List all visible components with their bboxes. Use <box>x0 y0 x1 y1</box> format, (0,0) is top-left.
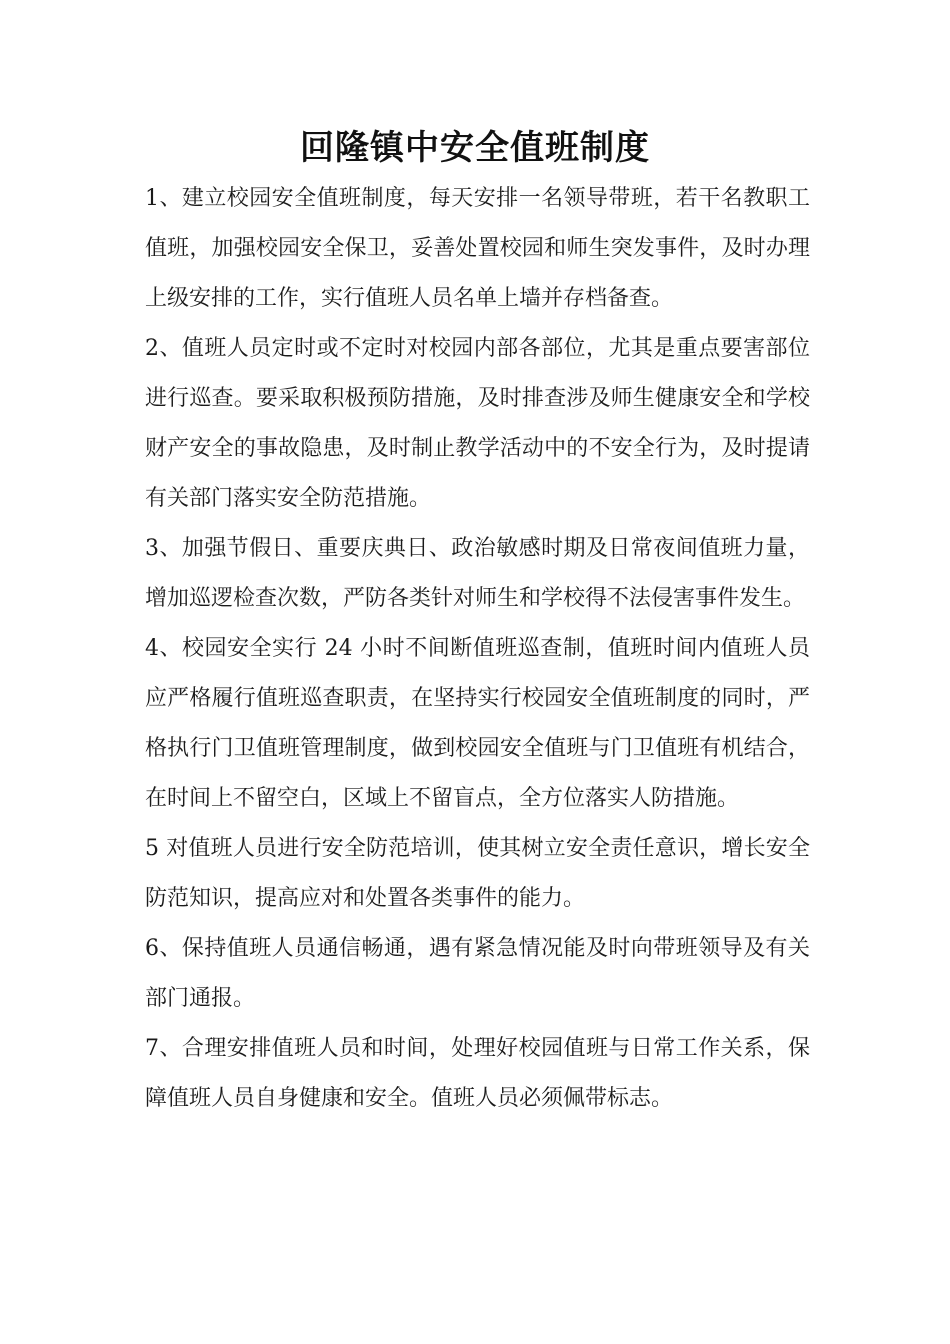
paragraph-6: 6、保持值班人员通信畅通，遇有紧急情况能及时向带班领导及有关部门通报。 <box>145 936 810 1011</box>
paragraph-4: 4、校园安全实行 24 小时不间断值班巡查制，值班时间内值班人员应严格履行值班巡查职责，在坚持实行校园安全值班制度的同时，严格执行门卫值班管理制度，做到校园安全值班与门卫值班有机结合，在时间上不留空白，区域上不留盲点，全方位落实人防措施。 <box>145 636 810 811</box>
document-body <box>145 174 810 1124</box>
paragraph-1: 1、建立校园安全值班制度，每天安排一名领导带班，若干名教职工值班，加强校园安全保卫，妥善处置校园和师生突发事件，及时办理上级安排的工作，实行值班人员名单上墙并存档备查。 <box>145 186 810 311</box>
paragraph-3: 3、加强节假日、重要庆典日、政治敏感时期及日常夜间值班力量，增加巡逻检查次数，严防各类针对师生和学校得不法侵害事件发生。 <box>145 536 810 611</box>
paragraph-7: 7、合理安排值班人员和时间，处理好校园值班与日常工作关系，保障值班人员自身健康和安全。值班人员必须佩带标志。 <box>145 1036 810 1111</box>
paragraph-5: 5 对值班人员进行安全防范培训，使其树立安全责任意识，增长安全防范知识，提高应对和处置各类事件的能力。 <box>145 836 810 911</box>
paragraph-2: 2、值班人员定时或不定时对校园内部各部位，尤其是重点要害部位进行巡查。要采取积极预防措施，及时排查涉及师生健康安全和学校财产安全的事故隐患，及时制止教学活动中的不安全行为，及时提请有关部门落实安全防范措施。 <box>145 336 810 511</box>
document-title: 回隆镇中安全值班制度 <box>300 128 650 168</box>
